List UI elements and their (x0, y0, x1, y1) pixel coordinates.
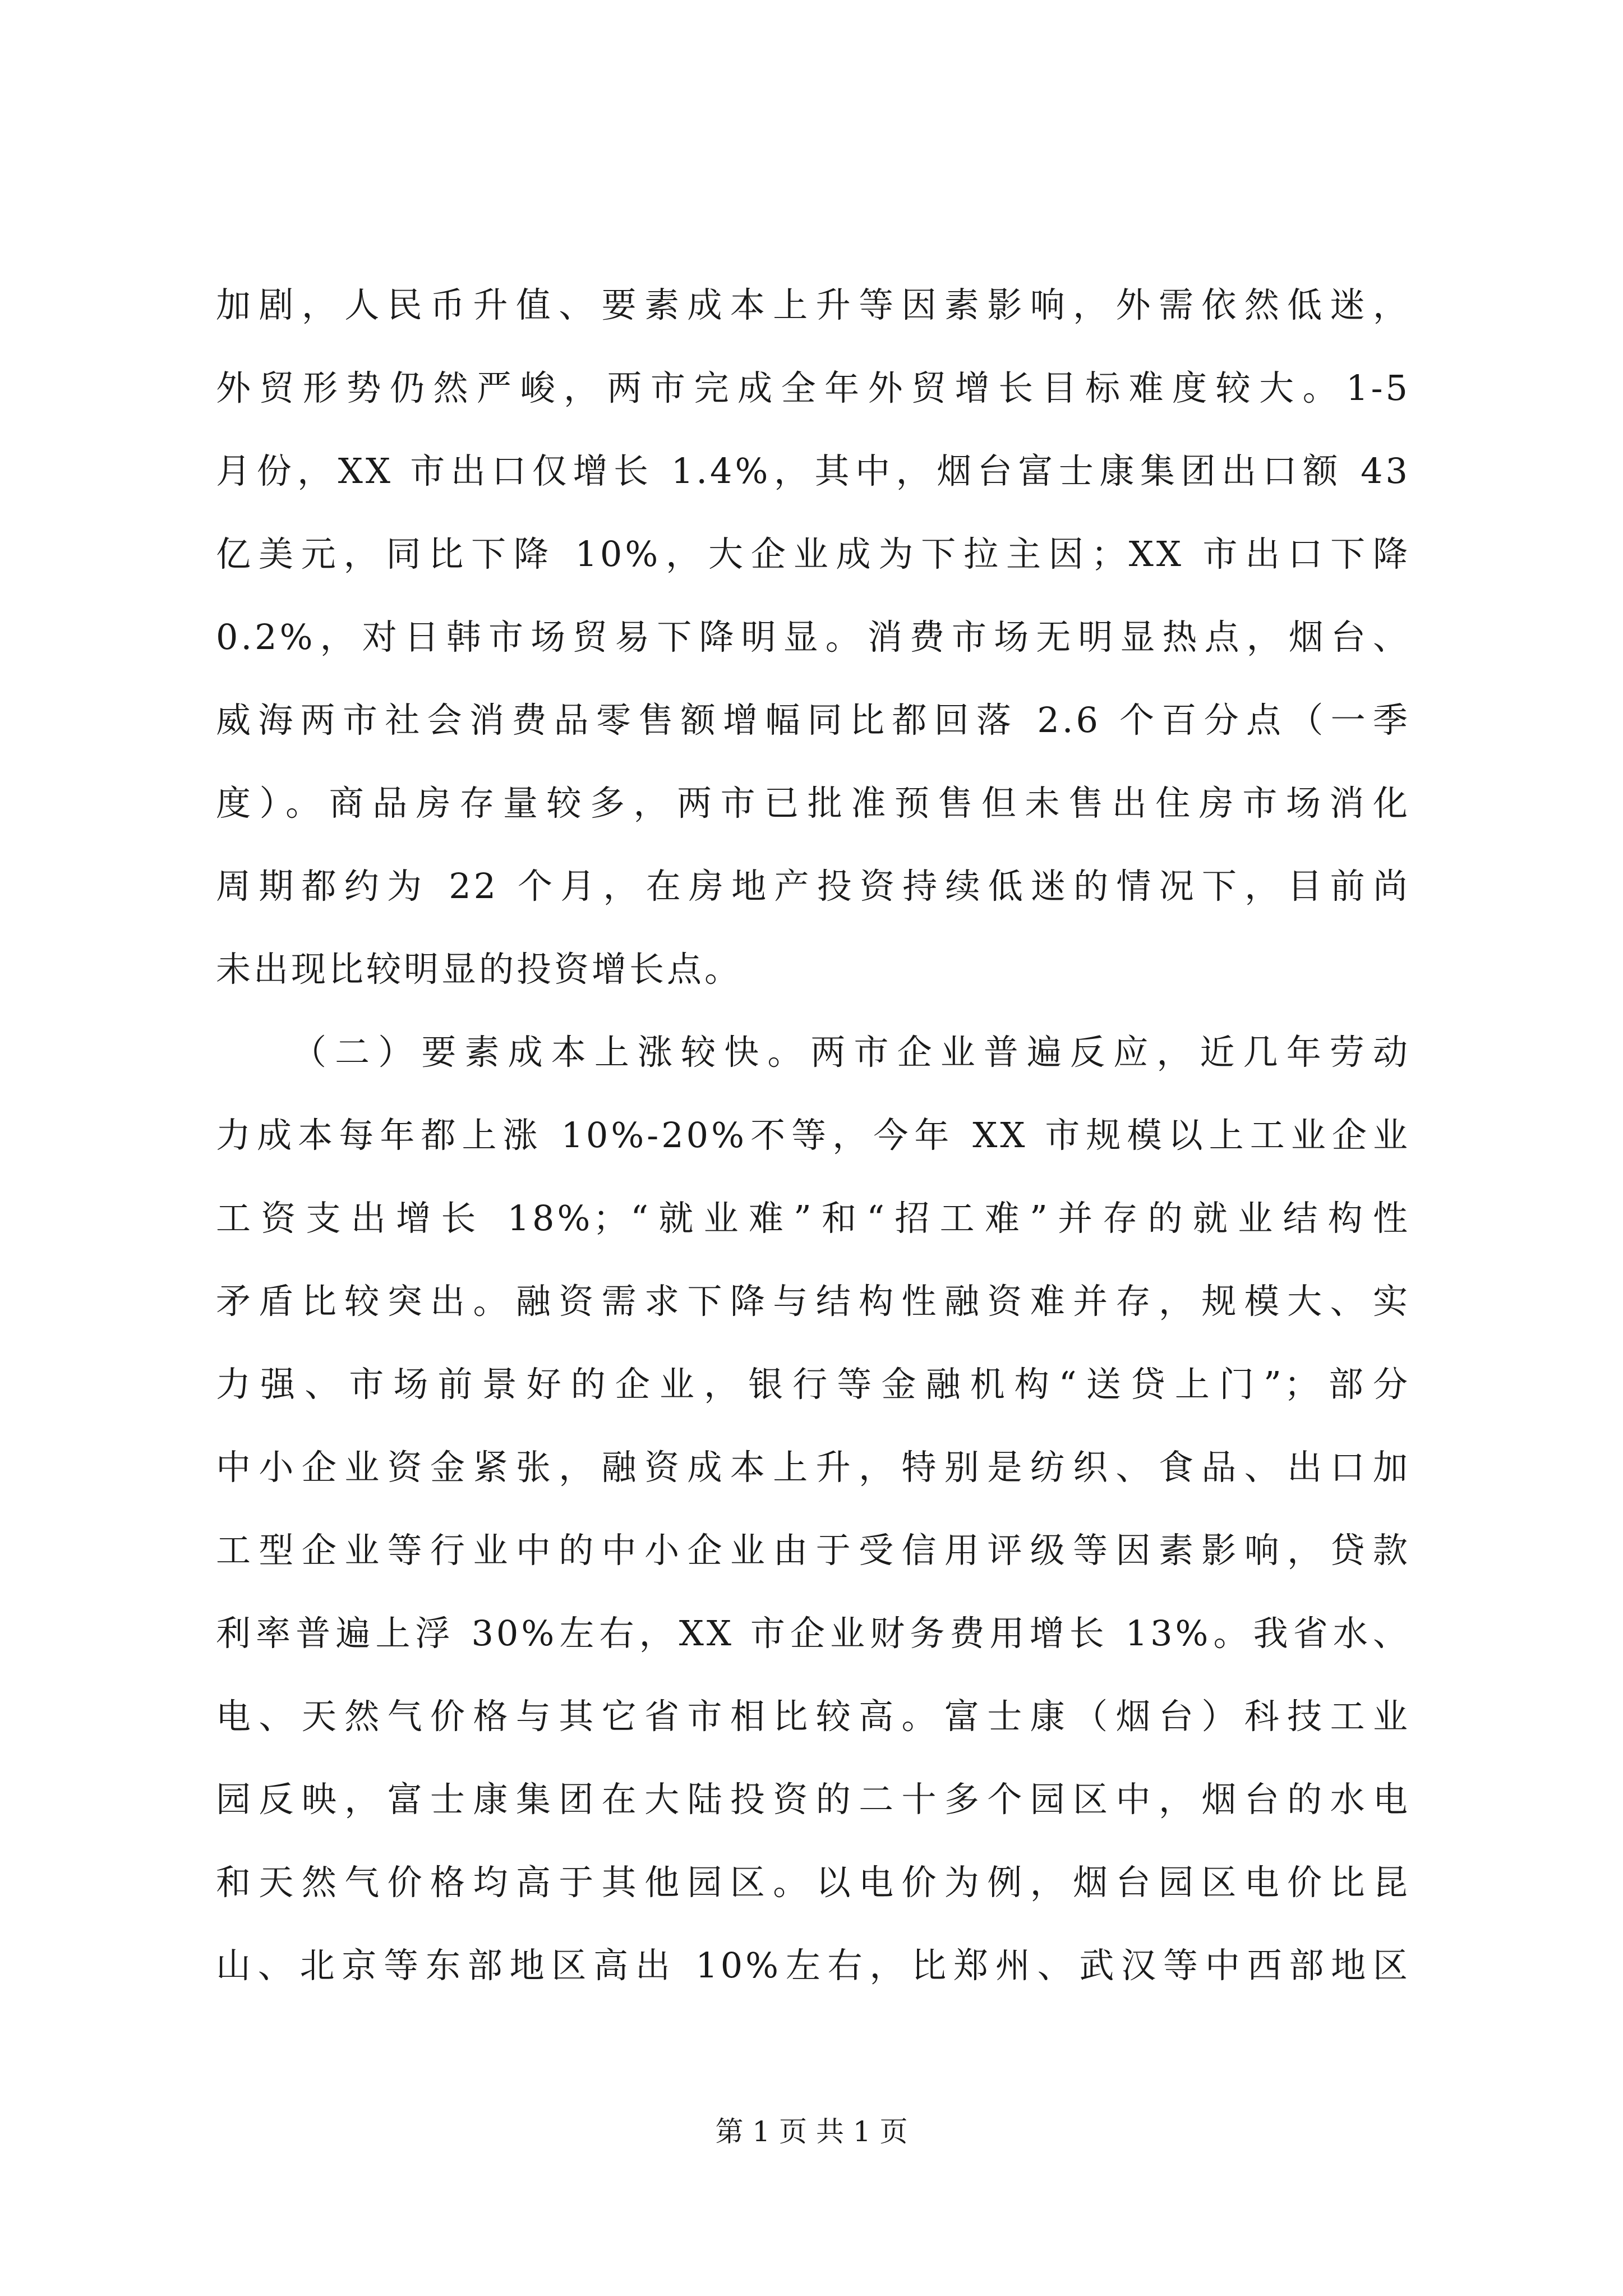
text-line: 和天然气价格均高于其他园区。以电价为例，烟台园区电价比昆 (216, 1862, 1410, 1903)
text-line: 0.2%，对日韩市场贸易下降明显。消费市场无明显热点，烟台、 (216, 616, 1410, 657)
text-line: 园反映，富士康集团在大陆投资的二十多个园区中，烟台的水电 (216, 1779, 1410, 1820)
text-line: 电、天然气价格与其它省市相比较高。富士康（烟台）科技工业 (216, 1696, 1410, 1737)
text-line: 周期都约为 22 个月，在房地产投资持续低迷的情况下，目前尚 (216, 866, 1410, 907)
document-body (216, 264, 1410, 2007)
text-line: 中小企业资金紧张，融资成本上升，特别是纺织、食品、出口加 (216, 1447, 1410, 1488)
page-footer: 第 1 页 共 1 页 (715, 2115, 908, 2148)
text-line: 利率普遍上浮 30%左右，XX 市企业财务费用增长 13%。我省水、 (216, 1613, 1410, 1654)
text-line: 力强、市场前景好的企业，银行等金融机构“送贷上门”；部分 (216, 1364, 1410, 1405)
text-line: 加剧，人民币升值、要素成本上升等因素影响，外需依然低迷， (216, 284, 1410, 325)
text-line: 外贸形势仍然严峻，两市完成全年外贸增长目标难度较大。1-5 (216, 367, 1410, 408)
text-line: （二）要素成本上涨较快。两市企业普遍反应，近几年劳动 (292, 1032, 1410, 1073)
text-line: 工资支出增长 18%；“就业难”和“招工难”并存的就业结构性 (216, 1198, 1410, 1239)
text-line: 月份，XX 市出口仅增长 1.4%，其中，烟台富士康集团出口额 43 (216, 450, 1410, 491)
text-line: 度）。商品房存量较多，两市已批准预售但未售出住房市场消化 (216, 783, 1410, 823)
text-line: 亿美元，同比下降 10%，大企业成为下拉主因；XX 市出口下降 (216, 533, 1410, 574)
text-line: 未出现比较明显的投资增长点。 (216, 949, 743, 990)
text-line: 威海两市社会消费品零售额增幅同比都回落 2.6 个百分点（一季 (216, 700, 1410, 740)
text-line: 力成本每年都上涨 10%-20%不等，今年 XX 市规模以上工业企业 (216, 1115, 1410, 1156)
text-line: 山、北京等东部地区高出 10%左右，比郑州、武汉等中西部地区 (216, 1945, 1410, 1986)
text-line: 矛盾比较突出。融资需求下降与结构性融资难并存，规模大、实 (216, 1281, 1410, 1322)
text-line: 工型企业等行业中的中小企业由于受信用评级等因素影响，贷款 (216, 1530, 1410, 1571)
